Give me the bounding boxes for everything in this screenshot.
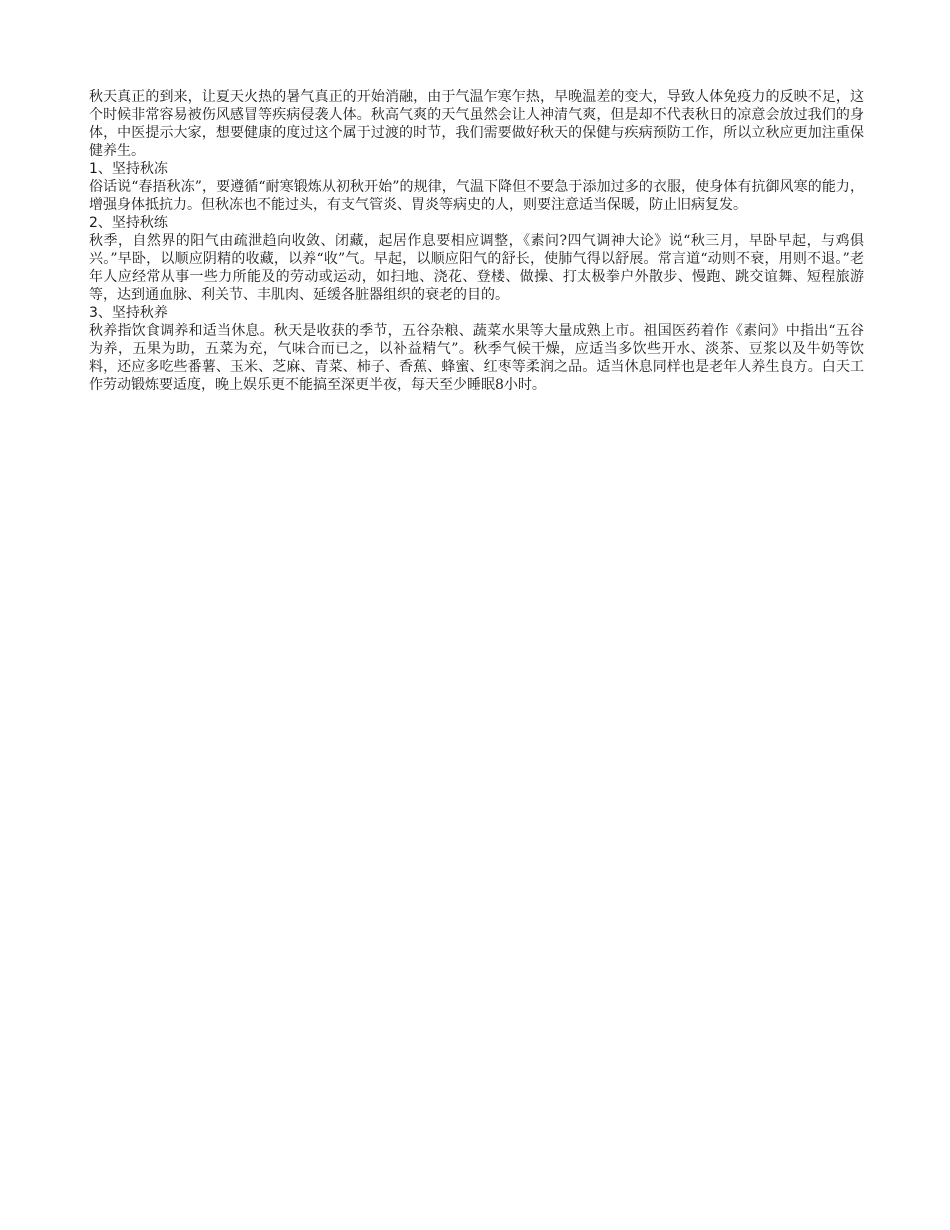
section-heading-autumn-nourish: 3、坚持秋养 xyxy=(89,305,168,321)
section-body-autumn-nourish: 秋养指饮食调养和适当休息。秋天是收获的季节，五谷杂粮、蔬菜水果等大量成熟上市。祖国医药着作《素问》中指出“五谷为养，五果为助，五菜为充，气味合而已之，以补益精气”。秋季气候干燥，应适当多饮些开水、淡茶、豆浆以及牛奶等饮料，还应多吃些番薯、玉米、芝麻、青菜、柿子、香蕉、蜂蜜、红枣等柔润之品。适当休息同样也是老年人养生良方。白天工作劳动锻炼要适度，晚上娱乐更不能搞至深更半夜，每天至少睡眠8小时。 xyxy=(89,323,864,393)
section-body-autumn-chill: 俗话说“春捂秋冻”，要遵循“耐寒锻炼从初秋开始”的规律，气温下降但不要急于添加过多的衣服，使身体有抗御风寒的能力，增强身体抵抗力。但秋冻也不能过头，有支气管炎、胃炎等病史的人，则要注意适当保暖，防止旧病复发。 xyxy=(89,179,864,213)
intro-paragraph: 秋天真正的到来，让夏天火热的暑气真正的开始消融，由于气温乍寒乍热，早晚温差的变大，导致人体免疫力的反映不足，这个时候非常容易被伤风感冒等疾病侵袭人体。秋高气爽的天气虽然会让人神清气爽，但是却不代表秋日的凉意会放过我们的身体，中医提示大家，想要健康的度过这个属于过渡的时节，我们需要做好秋天的保健与疾病预防工作，所以立秋应更加注重保健养生。 xyxy=(89,89,864,159)
section-heading-autumn-exercise: 2、坚持秋练 xyxy=(89,215,168,231)
section-body-autumn-exercise: 秋季，自然界的阳气由疏泄趋向收敛、闭藏，起居作息要相应调整，《素问?四气调神大论》说“秋三月，早卧早起，与鸡俱兴。”早卧，以顺应阴精的收藏，以养“收”气。早起，以顺应阳气的舒长，使肺气得以舒展。常言道“动则不衰，用则不退。”老年人应经常从事一些力所能及的劳动或运动，如扫地、浇花、登楼、做操、打太极拳户外散步、慢跑、跳交谊舞、短程旅游等，达到通血脉、利关节、丰肌肉、延缓各脏器组织的衰老的目的。 xyxy=(89,233,864,303)
document-page xyxy=(89,88,864,394)
section-heading-autumn-chill: 1、坚持秋冻 xyxy=(89,161,168,177)
